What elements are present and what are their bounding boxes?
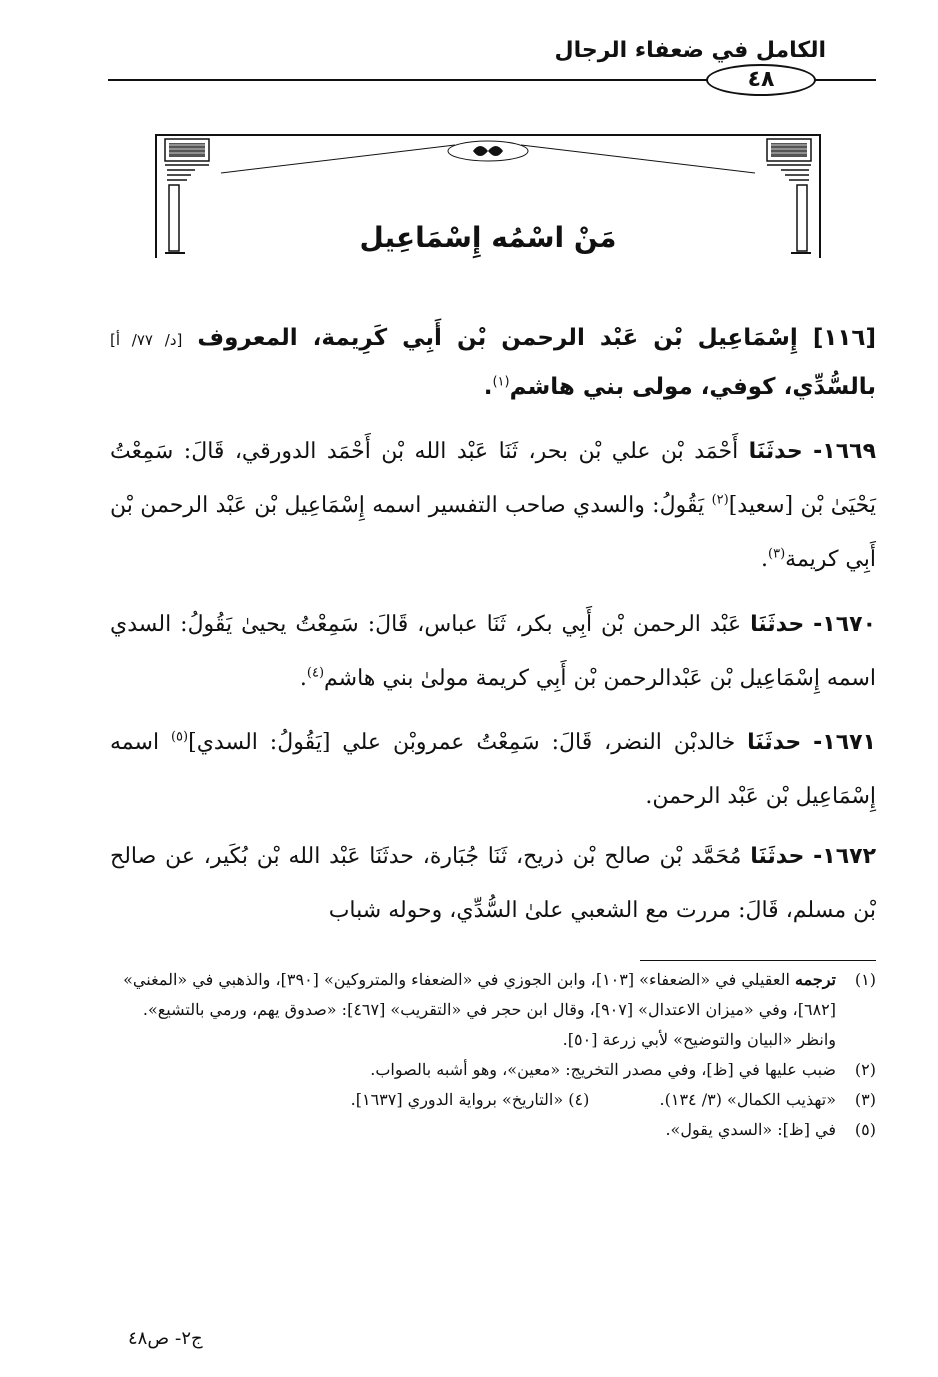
footnote-3-4 <box>110 1085 876 1115</box>
footnote-text: «التاريخ» برواية الدوري [١٦٣٧]. <box>350 1090 564 1109</box>
footnote-mark: (٣) <box>768 546 786 562</box>
narration-opening: حدثَنَا <box>748 439 803 464</box>
narration-number: ١٦٦٩- <box>813 439 876 464</box>
narration-opening: حدثَنَا <box>750 844 805 869</box>
footnote-1-extra: وانظر «البيان والتوضيح» لأبي زرعة [٥٠]. <box>562 1030 836 1049</box>
footnote-bold: ترجمه <box>795 970 836 989</box>
narration-text: عَبْد الرحمن بْن أَبِي بكر، ثَنَا عباس، قَالَ: سَمِعْتُ يحيىٰ يَقُولُ: السدي اسمه إِسْمَاعِيل بْن عَبْدالرحمن بْن أَبِي كريمة مولىٰ بني هاشم <box>110 612 876 691</box>
footnote-number: (١) <box>854 970 876 989</box>
narration-number: ١٦٧٠- <box>813 612 876 637</box>
page-reference: ج٢- ص٤٨ <box>128 1328 203 1349</box>
narration-opening: حدثَنَا <box>750 612 805 637</box>
manuscript-ref: [د/ ٧٧/ أ] <box>110 331 183 349</box>
narration-1670 <box>110 598 876 706</box>
footnote-number: (٤) <box>568 1090 590 1109</box>
footnote-mark: (٥) <box>170 729 189 745</box>
footnote-2 <box>110 1055 876 1085</box>
narration-1672 <box>110 830 876 938</box>
footnote-text: العقيلي في «الضعفاء» [١٠٣]، وابن الجوزي في «الضعفاء والمتروكين» [٣٩٠]، والذهبي في «المغني» [٦٨٢]، وفي «ميزان الاعتدال» [٩٠٧]، وقال ابن حجر في «التقريب» [٤٦٧]: «صدوق يهم، ورمي بالتشيع». <box>123 970 836 1019</box>
narration-1669 <box>110 425 876 587</box>
narration-number: ١٦٧١- <box>813 730 876 755</box>
entry-heading <box>110 315 876 411</box>
narration-1671 <box>110 716 876 824</box>
page-number: ٤٨ <box>706 64 816 96</box>
footnote-1 <box>110 965 876 1025</box>
running-title: الكامل في ضعفاء الرجال <box>554 38 826 63</box>
entry-name: إِسْمَاعِيل بْن عَبْد الرحمن بْن أَبِي كَرِيمة، المعروف <box>197 325 798 351</box>
narration-text: اسمه إِسْمَاعِيل بْن عَبْد الرحمن. <box>110 730 876 809</box>
narration-text: خالدبْن النضر، قَالَ: سَمِعْتُ عمروبْن علي [يَقُولُ: السدي] <box>188 730 736 755</box>
footnote-rule <box>640 960 876 961</box>
footnote-mark: (٤) <box>306 665 325 681</box>
footnote-5 <box>110 1115 876 1145</box>
narration-number: ١٦٧٢- <box>813 844 877 869</box>
narration-end: . <box>761 547 769 572</box>
section-title: مَنْ اسْمُه إِسْمَاعِيل <box>359 221 617 254</box>
narration-text: أَحْمَد بْن علي بْن بحر، ثَنَا عَبْد الله بْن أَحْمَد الدورقي، قَالَ: سَمِعْتُ يَحْيَىٰ بْن [سعيد] <box>110 439 877 518</box>
footnote-text: «تهذيب الكمال» (٣/ ١٣٤). <box>659 1090 836 1109</box>
footnote-mark: (١) <box>492 374 510 390</box>
narration-end: . <box>299 666 307 691</box>
footnote-number: (٢) <box>854 1060 876 1079</box>
entry-end: . <box>483 374 493 400</box>
footnote-number: (٥) <box>854 1120 876 1139</box>
narration-text: يَقُولُ: والسدي صاحب التفسير اسمه إِسْمَاعِيل بْن عَبْد الرحمن بْن أَبِي كريمة <box>110 493 876 572</box>
entry-origin: كوفي، مولى بني هاشم <box>509 374 776 400</box>
footnote-text: ضبب عليها في [ظ]، وفي مصدر التخريج: «معين»، وهو أشبه بالصواب. <box>370 1060 836 1079</box>
narration-text: مُحَمَّد بْن صالح بْن ذريح، ثَنَا جُبَارة، حدثَنَا عَبْد الله بْن بُكَير، عن صالح بْن مسلم، قَالَ: مررت مع الشعبي علىٰ السُّدِّي، وحوله شباب <box>110 844 876 923</box>
narration-opening: حدثَنَا <box>747 730 802 755</box>
entry-number: [١١٦] <box>812 325 876 351</box>
footnote-mark: (٢) <box>711 492 729 508</box>
footnotes <box>110 965 876 1145</box>
entry-nisba: بالسُّدِّي، <box>783 374 876 400</box>
footnote-text: في [ظ]: «السدي يقول». <box>665 1120 836 1139</box>
section-banner <box>155 133 821 258</box>
footnote-number: (٣) <box>854 1090 876 1109</box>
